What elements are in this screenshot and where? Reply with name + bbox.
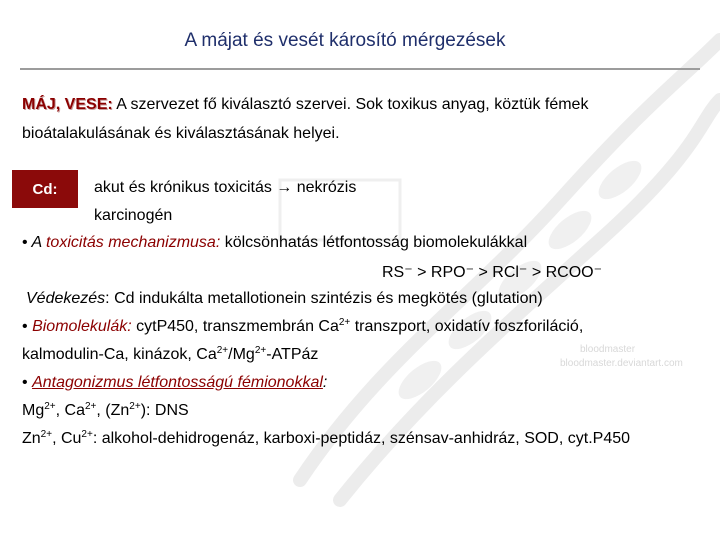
cd-effect-1: akut és krónikus toxicitás → nekrózis	[94, 179, 357, 196]
protection-label: Védekezés	[26, 290, 106, 307]
cd-label: Cd:	[32, 180, 58, 198]
antagonism-line	[22, 374, 327, 392]
text-segment: /Mg	[228, 346, 255, 363]
slide-title: A májat és vesét károsító mérgezések	[184, 30, 506, 51]
text-segment: , Ca	[55, 402, 85, 419]
biomolecules-line-1	[22, 318, 583, 336]
text-segment: ): DNS	[140, 402, 189, 419]
mechanism-line	[22, 234, 527, 252]
biomolecules-text: cytP450, transzmembrán Ca	[131, 318, 339, 335]
antagonism-label: Antagonizmus létfontosságú fémionokkal	[32, 374, 323, 391]
bullet: •	[22, 374, 28, 391]
biomolecules-text-2: transzport, oxidatív foszforiláció,	[350, 318, 584, 335]
watermark-line1: bloodmaster	[580, 344, 636, 355]
protection-text: : Cd indukálta metallotionein szintézis és megkötés (glutation)	[105, 290, 543, 307]
intro-line-1	[22, 96, 588, 114]
superscript: 2+	[254, 345, 267, 356]
superscript: 2+	[81, 429, 93, 440]
superscript: 2+	[40, 429, 53, 440]
cd-effect-2: karcinogén	[94, 207, 173, 224]
bullet: •	[22, 318, 28, 335]
biomolecules-line-2	[22, 346, 318, 364]
nucleophile-order: RS⁻ > RPO⁻ > RCl⁻ > RCOO⁻	[382, 264, 603, 281]
mechanism-text: kölcsönhatás létfontosság biomolekulákkal	[220, 234, 528, 251]
superscript: 2+	[129, 401, 141, 412]
antagonism-dns-line	[22, 402, 189, 420]
biomolecules-label: Biomolekulák:	[32, 318, 132, 335]
antagonism-colon: :	[322, 374, 328, 391]
title-divider	[20, 68, 700, 70]
intro-lead: MÁJ, VESE:	[22, 96, 113, 113]
mechanism-a: A	[27, 234, 46, 251]
intro-line-2: bioátalakulásának és kiválasztásának helyei.	[22, 125, 340, 142]
superscript: 2+	[44, 401, 56, 412]
superscript: 2+	[216, 345, 229, 356]
text-segment: -ATPáz	[266, 346, 319, 363]
text-segment: , Cu	[52, 430, 82, 447]
mechanism-label: toxicitás mechanizmusa:	[45, 234, 221, 251]
bullet: •	[22, 234, 28, 251]
intro-text-1: A szervezet fő kiválasztó szervei. Sok toxikus anyag, köztük fémek	[112, 96, 589, 113]
superscript: 2+	[338, 317, 351, 328]
antagonism-enzyme-line	[22, 430, 630, 448]
watermark-line2: bloodmaster.deviantart.com	[560, 358, 683, 369]
cd-label-box	[12, 170, 78, 208]
text-segment: Mg	[22, 402, 45, 419]
text-segment: , (Zn	[96, 402, 130, 419]
superscript: 2+	[84, 401, 97, 412]
text-segment: : alkohol-dehidrogenáz, karboxi-peptidáz, szénsav-anhidráz, SOD, cyt.P450	[92, 430, 631, 447]
text-segment: Zn	[22, 430, 41, 447]
text-segment: kalmodulin-Ca, kinázok, Ca	[22, 346, 217, 363]
protection-line	[26, 290, 543, 308]
